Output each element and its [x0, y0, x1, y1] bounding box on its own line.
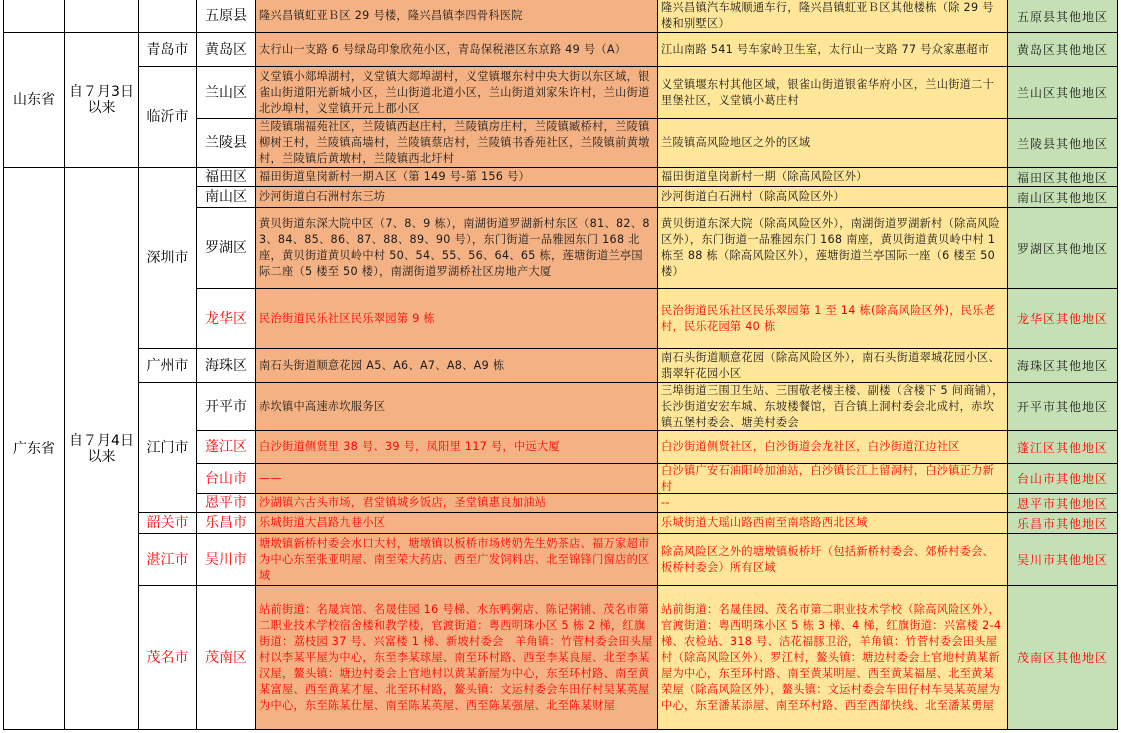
- district-cell: 开平市: [197, 383, 256, 431]
- high-risk-cell: 福田街道皇岗新村一期Ａ区（第 149 号-第 156 号）: [256, 168, 658, 187]
- low-risk-cell: 黄岛区其他地区: [1008, 33, 1118, 67]
- district-cell: 福田区: [197, 168, 256, 187]
- district-cell: 茂南区: [197, 586, 256, 730]
- city-cell: 临沂市: [139, 67, 197, 168]
- low-risk-cell: 蓬江区其他地区: [1008, 431, 1118, 464]
- mid-risk-cell: 沙河街道白石洲村（除高风险区外）: [658, 187, 1008, 208]
- risk-area-table: [3, 0, 1118, 730]
- city-cell: 韶关市: [139, 513, 197, 534]
- mid-risk-cell: 福田街道皇岗新村一期（除高风险区外）: [658, 168, 1008, 187]
- high-risk-cell: 民治街道民乐社区民乐翠园第 9 栋: [256, 289, 658, 349]
- high-risk-cell: 隆兴昌镇虹亚Ｂ区 29 号楼，隆兴昌镇李四骨科医院: [256, 0, 658, 33]
- district-cell: 吴川市: [197, 534, 256, 586]
- city-cell: 青岛市: [139, 33, 197, 67]
- mid-risk-cell: 隆兴昌镇汽车城顺通车行，隆兴昌镇虹亚Ｂ区其他楼栋（除 29 号楼和别墅区）: [658, 0, 1008, 33]
- low-risk-cell: 台山市其他地区: [1008, 464, 1118, 494]
- low-risk-cell: 罗湖区其他地区: [1008, 208, 1118, 289]
- city-cell: 茂名市: [139, 586, 197, 730]
- since-cell-blank: [65, 0, 139, 33]
- low-risk-cell: 兰山区其他地区: [1008, 67, 1118, 119]
- district-cell: 兰陵县: [197, 119, 256, 168]
- high-risk-cell: 塘墩镇新桥村委会水口大村，塘墩镇以板桥市场烤奶先生奶茶店、福万家超市为中心东至张亚明屋、南至荣大药店、西至广发饲料店、北至锦锋门窗店的区域: [256, 534, 658, 586]
- low-risk-cell: 茂南区其他地区: [1008, 586, 1118, 730]
- city-cell: 深圳市: [139, 168, 197, 349]
- low-risk-cell: 福田区其他地区: [1008, 168, 1118, 187]
- district-cell: 龙华区: [197, 289, 256, 349]
- district-cell: 蓬江区: [197, 431, 256, 464]
- city-cell: 江门市: [139, 383, 197, 513]
- since-date-cell: 自７月4日以来: [65, 168, 139, 730]
- mid-risk-cell: 南石头街道顺意花园（除高风险区外），南石头街道翠城花园小区、翡翠轩花园小区: [658, 349, 1008, 383]
- district-cell: 海珠区: [197, 349, 256, 383]
- high-risk-cell: 义堂镇小郯埠湖村，义堂镇大郯埠湖村，义堂镇堰东村中央大街以东区域，银雀山街道阳光新城小区，兰山街道北道小区，兰山街道刘家朱许村，兰山街道北沙埠村，义堂镇开元上郡小区: [256, 67, 658, 119]
- district-cell: 兰山区: [197, 67, 256, 119]
- low-risk-cell: 乐昌市其他地区: [1008, 513, 1118, 534]
- high-risk-cell: 黄贝街道东深大院中区（7、8、9 栋），南湖街道罗湖新村东区（81、82、83、84、85、86、87、88、89、90 号），东门街道一品雅园东门 168 北座，黄贝街道黄贝岭中村 50、54、55、56、64、65 栋，莲塘街道兰亭国际二座（5 楼至 50 楼），南湖街道罗湖桥社区房地产大厦: [256, 208, 658, 289]
- province-cell: 山东省: [3, 33, 65, 168]
- low-risk-cell: 海珠区其他地区: [1008, 349, 1118, 383]
- low-risk-cell: 兰陵县其他地区: [1008, 119, 1118, 168]
- mid-risk-cell: 义堂镇堰东村其他区域，银雀山街道银雀华府小区，兰山街道二十里堡社区，义堂镇小葛庄村: [658, 67, 1008, 119]
- since-date-cell: 自７月3日以来: [65, 33, 139, 168]
- city-cell: 湛江市: [139, 534, 197, 586]
- low-risk-cell: 五原县其他地区: [1008, 0, 1118, 33]
- high-risk-cell: 乐城街道大昌路九巷小区: [256, 513, 658, 534]
- high-risk-cell: 赤坎镇中高速赤坎服务区: [256, 383, 658, 431]
- high-risk-cell: 太行山一支路 6 号绿岛印象欣苑小区，青岛保税港区东京路 49 号（A）: [256, 33, 658, 67]
- low-risk-cell: 龙华区其他地区: [1008, 289, 1118, 349]
- mid-risk-cell: 江山南路 541 号车家岭卫生室，太行山一支路 77 号众家惠超市: [658, 33, 1008, 67]
- mid-risk-cell: 兰陵镇高风险地区之外的区域: [658, 119, 1008, 168]
- high-risk-cell: 沙河街道白石洲村东三坊: [256, 187, 658, 208]
- high-risk-cell: 白沙街道侧贤里 38 号、39 号，凤阳里 117 号，中远大厦: [256, 431, 658, 464]
- high-risk-cell: 兰陵镇瑞福苑社区，兰陵镇西赵庄村，兰陵镇房庄村，兰陵镇臧桥村，兰陵镇柳树王村，兰陵镇高墙村，兰陵镇蔡店村，兰陵镇书香苑社区，兰陵镇前黄墩村，兰陵镇后黄墩村，兰陵镇西北圩村: [256, 119, 658, 168]
- mid-risk-cell: 民治街道民乐社区民乐翠园第 1 至 14 栋(除高风险区外)，民乐老村，民乐花园第 40 栋: [658, 289, 1008, 349]
- high-risk-cell: ——: [256, 464, 658, 494]
- district-cell: 乐昌市: [197, 513, 256, 534]
- district-cell: 五原县: [197, 0, 256, 33]
- mid-risk-cell: 除高风险区之外的塘墩镇板桥圩（包括新桥村委会、郊桥村委会、板桥村委会）所有区域: [658, 534, 1008, 586]
- high-risk-cell: 沙湖镇六古头市场，君堂镇城乡饭店，圣堂镇惠良加油站: [256, 494, 658, 513]
- province-cell: 广东省: [3, 168, 65, 730]
- district-cell: 恩平市: [197, 494, 256, 513]
- low-risk-cell: 恩平市其他地区: [1008, 494, 1118, 513]
- city-cell-blank: [139, 0, 197, 33]
- low-risk-cell: 开平市其他地区: [1008, 383, 1118, 431]
- high-risk-cell: 站前街道：名晟宾馆、名晟佳园 16 号梯、水东鸭粥店、陈记粥铺、茂名市第二职业技术学校宿舍楼和教学楼，官渡街道：粤西明珠小区 5 栋 2 梯，红旗街道：荔枝园 37 号、兴富楼 1 梯、新坡村委会 羊角镇：竹菅村委会田头屋村以李某平屋为中心，东至李某球屋、南至环村路、西至李某良屋、北至李某汉屋，鳌头镇：塘边村委会上官地村以黄某新屋为中心，东至环村路、南至黄某富屋、西至黄某才屋、北至环村路，鳌头镇：文运村委会车田仔村吴某英屋为中心，东至陈某仕屋、南至陈某英屋、西至陈某强屋、北至陈某财屋: [256, 586, 658, 730]
- district-cell: 罗湖区: [197, 208, 256, 289]
- mid-risk-cell: 白沙街道侧贤社区，白沙街道会龙社区，白沙街道江边社区: [658, 431, 1008, 464]
- mid-risk-cell: 乐城街道大瑶山路西南至南塔路西北区域: [658, 513, 1008, 534]
- mid-risk-cell: 黄贝街道东深大院（除高风险区外），南湖街道罗湖新村（除高风险区外），东门街道一品雅园东门 168 南座，黄贝街道黄贝岭中村 1 栋至 88 栋（除高风险区外），莲塘街道兰亭国际一座（6 楼至 50 楼）: [658, 208, 1008, 289]
- mid-risk-cell: --: [658, 494, 1008, 513]
- low-risk-cell: 南山区其他地区: [1008, 187, 1118, 208]
- district-cell: 台山市: [197, 464, 256, 494]
- mid-risk-cell: 站前街道：名晟佳园、茂名市第二职业技术学校（除高风险区外），官渡街道：粤西明珠小区 5 栋 3 梯、4 梯，红旗街道：兴富楼 2-4 梯、农检站、318 号、洁花福豚卫浴，羊角镇：竹菅村委会田头屋村（除高风险区外）、罗江村，鳌头镇：塘边村委会上官地村黄某新屋为中心，东至环村路、南至黄某明屋、西至黄某福屋、北至黄某荣屋（除高风险区外），鳌头镇：文运村委会车田仔村车吴某英屋为中心，东至潘某添屋、南至环村路、西至西部快线、北至潘某勇屋: [658, 586, 1008, 730]
- district-cell: 南山区: [197, 187, 256, 208]
- high-risk-cell: 南石头街道顺意花园 A5、A6、A7、A8、A9 栋: [256, 349, 658, 383]
- province-cell-blank: [3, 0, 65, 33]
- district-cell: 黄岛区: [197, 33, 256, 67]
- city-cell: 广州市: [139, 349, 197, 383]
- low-risk-cell: 吴川市其他地区: [1008, 534, 1118, 586]
- mid-risk-cell: 三埠街道三围卫生站、三围敬老楼主楼、副楼（含楼下 5 间商铺），长沙街道安宏车城、东坡楼餐馆，百合镇上洞村委会北成村，赤坎镇五堡村委会、塘美村委会: [658, 383, 1008, 431]
- mid-risk-cell: 白沙镇广安石油阳岭加油站，白沙镇长江上留洞村，白沙镇正力新村: [658, 464, 1008, 494]
